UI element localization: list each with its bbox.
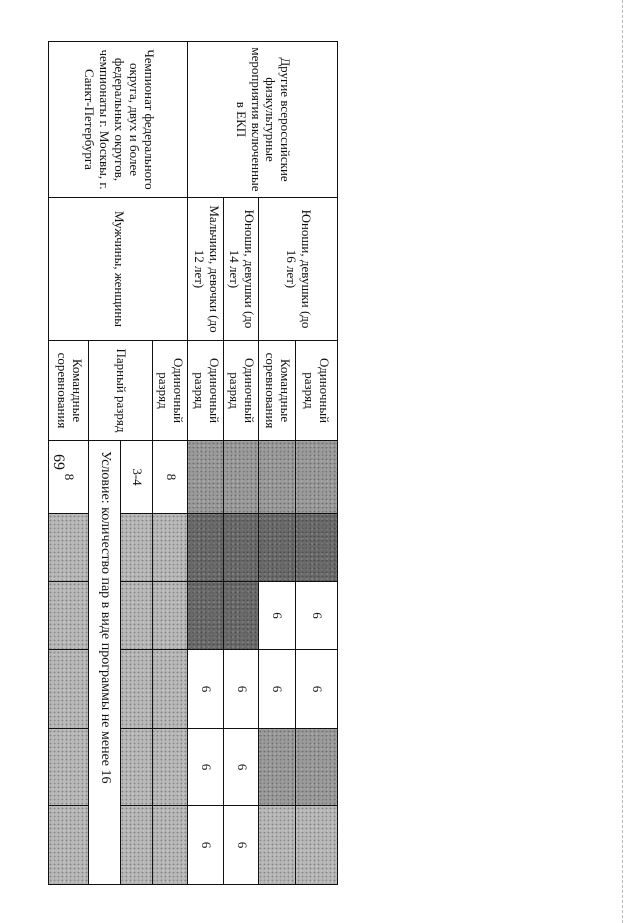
discipline-cell: Одиночный разряд — [224, 341, 259, 441]
value-cell — [224, 582, 259, 650]
value-cell: 6 — [188, 729, 224, 806]
value-cell: 8 — [153, 441, 188, 514]
category-cell: Мальчики, девочки (до 12 лет) — [188, 198, 224, 341]
value-cell — [49, 729, 89, 806]
value-cell — [121, 650, 153, 729]
value-cell — [153, 650, 188, 729]
category-cell: Мужчины, женщины — [49, 198, 188, 341]
table-row — [296, 42, 338, 885]
value-cell — [153, 582, 188, 650]
page-number: 69 — [50, 454, 67, 470]
value-cell — [224, 441, 259, 514]
discipline-cell: Одиночный разряд — [153, 341, 188, 441]
value-cell: 6 — [224, 729, 259, 806]
value-cell — [49, 806, 89, 885]
value-cell — [296, 729, 338, 806]
value-cell — [259, 441, 296, 514]
value-cell — [121, 729, 153, 806]
value-cell — [259, 729, 296, 806]
value-cell — [153, 514, 188, 582]
value-cell — [153, 729, 188, 806]
condition-note: Условие: количество пар в виде программы не менее 16 — [89, 441, 121, 885]
value-cell — [188, 582, 224, 650]
event-cell: Другие всероссийские физкультурные мероприятия включенные в ЕКП — [188, 42, 338, 198]
value-cell: 3-4 — [121, 441, 153, 514]
value-cell — [224, 514, 259, 582]
scan-edge-line — [622, 0, 623, 923]
value-cell — [153, 806, 188, 885]
value-cell — [121, 806, 153, 885]
value-cell: 6 — [224, 806, 259, 885]
ranking-table — [48, 41, 338, 885]
value-cell — [49, 514, 89, 582]
table-row — [153, 42, 188, 885]
value-cell: 6 — [259, 582, 296, 650]
value-cell: 6 — [296, 650, 338, 729]
discipline-cell: Командные соревнования — [259, 341, 296, 441]
value-cell — [259, 806, 296, 885]
event-cell: Чемпионат федерального округа, двух и более федеральных округов, чемпионаты г. Москвы, г. Санкт-Петербурга — [49, 42, 188, 198]
value-cell: 6 — [188, 650, 224, 729]
discipline-cell: Одиночный разряд — [296, 341, 338, 441]
value-cell — [188, 441, 224, 514]
value-cell — [49, 582, 89, 650]
value-cell — [296, 806, 338, 885]
value-cell: 6 — [188, 806, 224, 885]
value-cell — [296, 514, 338, 582]
category-cell: Юноши, девушки (до 16 лет) — [259, 198, 338, 341]
value-cell — [121, 514, 153, 582]
value-cell — [188, 514, 224, 582]
value-cell: 6 — [296, 582, 338, 650]
discipline-cell: Командные соревнования — [49, 341, 89, 441]
value-cell: 6 — [259, 650, 296, 729]
category-cell: Юноши, девушки (до 14 лет) — [224, 198, 259, 341]
discipline-cell: Парный разряд — [89, 341, 153, 441]
value-cell — [49, 650, 89, 729]
value-cell: 6 — [224, 650, 259, 729]
value-cell — [296, 441, 338, 514]
value-cell: 8 — [49, 441, 89, 514]
value-cell — [121, 582, 153, 650]
discipline-cell: Одиночный разряд — [188, 341, 224, 441]
value-cell — [259, 514, 296, 582]
